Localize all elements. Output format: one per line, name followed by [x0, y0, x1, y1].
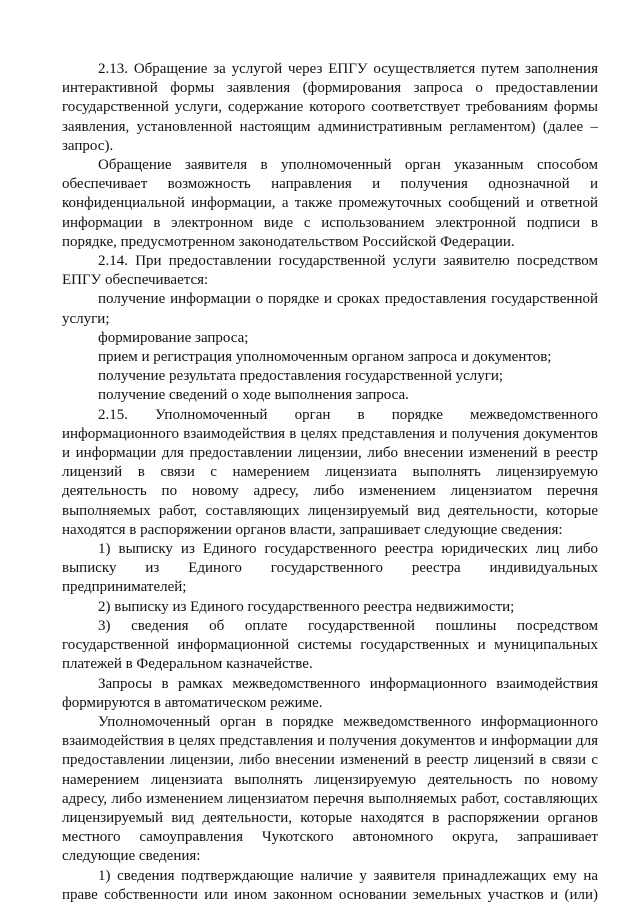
list-item-info: получение информации о порядке и сроках предоставления государственной услуги; [62, 291, 598, 327]
list-item-reception: прием и регистрация уполномоченным органом запроса и документов; [98, 349, 552, 366]
document-body [62, 60, 598, 905]
list-item-egrn: 2) выписку из Единого государственного реестра недвижимости; [98, 598, 515, 615]
paragraph-auto-requests: Запросы в рамках межведомственного информационного взаимодействия формируются в автоматическом режиме. [62, 675, 598, 711]
list-item-egrul: 1) выписку из Единого государственного реестра юридических лиц либо выписку из Единого государственного реестра индивидуальных предпринимателей; [62, 541, 598, 596]
paragraph-local-authority: Уполномоченный орган в порядке межведомственного информационного взаимодействия в целях представления и получения документов и информации для предоставлении лицензии, либо внесении изменений в реестр лицензий в связи с намерением лицензиата выполнять лицензируемую деятельность по новому адресу, либо изменением лицензиатом перечня выполняемых работ, составляющих лицензируемый вид деятельности, которые находятся в распоряжении органов местного самоуправления Чукотского автономного округа, запрашивает следующие сведения: [62, 713, 598, 865]
paragraph-2-14: 2.14. При предоставлении государственной услуги заявителю посредством ЕПГУ обеспечивается: [62, 253, 598, 289]
list-item-land-plots: 1) сведения подтверждающие наличие у заявителя принадлежащих ему на праве собственности или ином законном основании земельных участков и (или) [62, 867, 598, 903]
paragraph-2-13: 2.13. Обращение за услугой через ЕПГУ осуществляется путем заполнения интерактивной формы заявления (формирования запроса о предоставлении государственной услуги, содержание которого соответствует требованиям формы заявления, установленной настоящим административным регламентом) (далее – запрос). [62, 61, 598, 154]
list-item-fee: 3) сведения об оплате государственной пошлины посредством государственной информационной системы государственных и муниципальных платежей в Федеральном казначействе. [62, 617, 598, 673]
paragraph-appeal-method: Обращение заявителя в уполномоченный орган указанным способом обеспечивает возможность направления и получения однозначной и конфиденциальной информации, а также промежуточных сообщений и ответной информации в электронном виде с использованием электронной подписи в порядке, предусмотренном законодательством Российской Федерации. [62, 157, 598, 250]
paragraph-2-15: 2.15. Уполномоченный орган в порядке межведомственного информационного взаимодействия в целях представления и получения документов и информации для предоставлении лицензии, либо внесении изменений в реестр лицензий в связи с намерением лицензиата выполнять лицензируемую деятельность по новому адресу, либо изменением лицензиатом перечня выполняемых работ, составляющих лицензируемый вид деятельности, которые находятся в распоряжении органов власти, запрашивает следующие сведения: [62, 406, 598, 538]
list-item-result: получение результата предоставления государственной услуги; [98, 368, 504, 385]
list-item-status: получение сведений о ходе выполнения запроса. [98, 387, 409, 404]
list-item-request-form: формирование запроса; [98, 329, 249, 346]
